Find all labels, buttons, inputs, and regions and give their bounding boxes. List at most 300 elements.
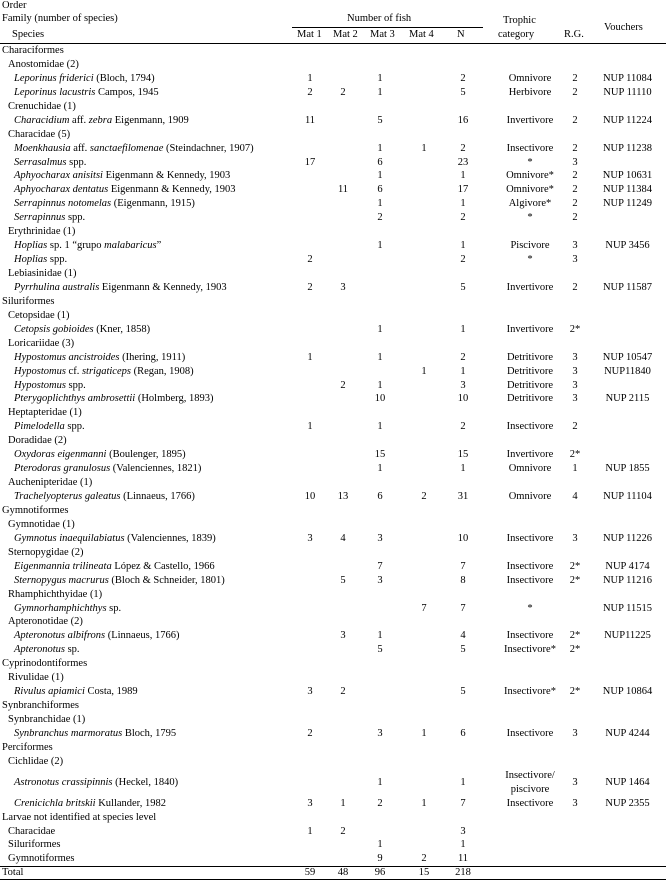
family-row xyxy=(0,406,666,420)
taxon-name xyxy=(0,225,75,239)
species-epithet: sanctaefilomenae xyxy=(89,142,164,154)
taxon-name xyxy=(0,406,82,420)
mat4-count: 2 xyxy=(421,853,427,865)
header-mat4: Mat 4 xyxy=(409,29,434,40)
mat3-count: 1 xyxy=(377,776,383,788)
taxon-label: Heptapteridae (1) xyxy=(8,407,82,419)
species-row xyxy=(0,351,666,365)
species-name: Sternopygus macrurus xyxy=(14,574,109,586)
mat3-count: 1 xyxy=(377,142,383,154)
mat3-count: 2 xyxy=(377,797,383,809)
taxon-label: Gymnotiformes xyxy=(8,853,75,865)
total-count: 1 xyxy=(460,839,466,851)
mat4-count: 1 xyxy=(421,727,427,739)
species-name: Pyrrhulina australis xyxy=(14,281,100,293)
trophic-label: Omnivore* xyxy=(506,170,554,182)
taxon-label: Perciformes xyxy=(2,741,53,753)
reproductive-guild: 2 xyxy=(572,212,578,224)
mat2-count: 2 xyxy=(340,686,346,698)
trophic-category xyxy=(488,602,572,616)
reproductive-guild: 3 xyxy=(572,727,578,739)
total-count: 3 xyxy=(460,825,466,837)
voucher-number: NUP 11226 xyxy=(602,532,653,544)
species-author: spp. xyxy=(65,212,86,224)
taxon-name xyxy=(0,253,67,267)
species-name: Serrapinnus xyxy=(14,212,66,224)
family-row xyxy=(0,838,666,852)
mat3-count: 3 xyxy=(377,727,383,739)
header-mat1: Mat 1 xyxy=(297,29,322,40)
trophic-label-2: piscivore xyxy=(510,783,550,795)
taxon-label: Erythrinidae (1) xyxy=(8,226,76,238)
total-count: 5 xyxy=(460,281,466,293)
trophic-label: Omnivore xyxy=(508,463,552,475)
mat3-count: 2 xyxy=(377,212,383,224)
taxon-label: Siluriformes xyxy=(2,295,55,307)
species-authority: (Regan, 1908) xyxy=(130,365,194,377)
trophic-label: Invertivore xyxy=(506,449,554,461)
total-count: 11 xyxy=(457,853,469,865)
mat3-count: 3 xyxy=(377,532,383,544)
taxon-name xyxy=(0,44,64,58)
reproductive-guild: 2 xyxy=(572,86,578,98)
family-row xyxy=(0,615,666,629)
voucher-number: NUP11840 xyxy=(604,365,651,377)
header-mat3: Mat 3 xyxy=(370,29,395,40)
mat2-count: 3 xyxy=(340,630,346,642)
total-count: 7 xyxy=(460,602,466,614)
species-row xyxy=(0,685,666,699)
taxon-label: Cichlidae (2) xyxy=(8,755,64,767)
total-count: 2 xyxy=(460,254,466,266)
reproductive-guild: 2 xyxy=(572,421,578,433)
mat2-count: 3 xyxy=(340,281,346,293)
mat4-count: 2 xyxy=(421,491,427,502)
voucher-number: NUP 4244 xyxy=(605,727,650,739)
trophic-label: Insectivore xyxy=(506,532,554,544)
species-row xyxy=(0,239,666,253)
total-count: 2 xyxy=(460,72,466,84)
taxon-name xyxy=(0,183,236,197)
mat2-count: 5 xyxy=(340,574,346,586)
reproductive-guild: 2* xyxy=(569,574,581,586)
family-row xyxy=(0,588,666,602)
species-author: (Eigenmann, 1915) xyxy=(111,198,195,210)
species-row xyxy=(0,727,666,741)
mat1-count: 3 xyxy=(307,797,313,809)
family-row xyxy=(0,225,666,239)
species-author: (Bloch & Schneider, 1801) xyxy=(108,574,225,586)
total-count: 2 xyxy=(460,142,466,154)
mat2-count: 11 xyxy=(337,184,349,196)
reproductive-guild: 3 xyxy=(572,776,578,788)
taxon-label: Lebiasinidae (1) xyxy=(8,268,77,279)
total-count: 1 xyxy=(460,365,466,377)
species-row xyxy=(0,574,666,588)
total-count: 5 xyxy=(460,686,466,698)
taxon-name xyxy=(0,420,85,434)
taxon-name xyxy=(0,671,64,685)
species-epithet: zebra xyxy=(88,114,113,126)
voucher-number: NUP 2355 xyxy=(605,797,650,809)
trophic-label: Herbivore xyxy=(508,86,552,98)
mat3-count: 1 xyxy=(377,351,383,363)
mat3-count: 1 xyxy=(377,72,383,84)
reproductive-guild: 3 xyxy=(572,379,578,391)
total-count: 1 xyxy=(460,170,466,182)
reproductive-guild: 3 xyxy=(572,797,578,809)
trophic-label: Insectivore xyxy=(506,727,554,739)
reproductive-guild: 2* xyxy=(569,686,581,698)
mat3-count: 1 xyxy=(377,323,383,335)
trophic-label: Insectivore* xyxy=(504,686,556,698)
mat1-count: 2 xyxy=(307,254,313,266)
species-author: Eigenmann & Kennedy, 1903 xyxy=(108,184,236,196)
voucher-number: NUP 11084 xyxy=(602,72,653,84)
species-name: Synbranchus marmoratus xyxy=(14,727,123,739)
voucher-number: NUP 11224 xyxy=(602,114,653,126)
taxon-name xyxy=(0,211,85,225)
voucher-number: NUP 10631 xyxy=(602,170,653,182)
trophic-label: Detritivore xyxy=(506,365,554,377)
species-author: Kullander, 1982 xyxy=(95,797,167,809)
species-authority: (Steindachner, 1907) xyxy=(163,142,254,154)
species-authority: Eigenmann, 1909 xyxy=(112,114,189,126)
taxon-label: Characidae xyxy=(8,825,56,837)
species-name: Pterodoras granulosus xyxy=(14,463,111,475)
species-name: Apteronotus xyxy=(14,644,65,656)
taxon-name xyxy=(0,602,121,616)
taxon-label: Doradidae (2) xyxy=(8,435,67,447)
species-row xyxy=(0,379,666,393)
total-count: 10 xyxy=(457,393,469,405)
table-body xyxy=(0,44,666,880)
species-name: Leporinus lacustris xyxy=(14,86,96,98)
total-count: 1 xyxy=(460,463,466,475)
mat3-count: 1 xyxy=(377,839,383,851)
taxon-label: Rivulidae (1) xyxy=(8,672,64,684)
mat3-count: 1 xyxy=(377,421,383,433)
voucher-number: NUP 1855 xyxy=(605,463,650,475)
species-author: spp. xyxy=(66,156,87,168)
taxon-name xyxy=(0,727,176,741)
species-name: Eigenmannia trilineata xyxy=(14,560,112,572)
species-row xyxy=(0,560,666,574)
reproductive-guild: 2* xyxy=(569,449,581,461)
family-row xyxy=(0,434,666,448)
trophic-label: Invertivore xyxy=(506,281,554,293)
header-rg: R.G. xyxy=(564,29,584,40)
species-author: sp. xyxy=(106,602,122,614)
taxon-name xyxy=(0,699,79,713)
species-author: sp. xyxy=(64,644,80,656)
species-row xyxy=(0,629,666,643)
family-row xyxy=(0,100,666,114)
species-row xyxy=(0,365,666,379)
mat3-count: 1 xyxy=(377,240,383,252)
mat3-count: 9 xyxy=(377,853,383,865)
taxon-label: Apteronotidae (2) xyxy=(8,616,83,628)
species-row xyxy=(0,86,666,100)
taxon-name xyxy=(0,476,92,490)
taxon-name xyxy=(0,365,194,379)
mat3-count: 10 xyxy=(374,393,386,405)
reproductive-guild: 1 xyxy=(572,463,578,475)
species-author: spp. xyxy=(64,421,85,433)
species-row xyxy=(0,114,666,128)
reproductive-guild: 3 xyxy=(572,393,578,405)
taxon-name xyxy=(0,309,70,323)
family-row xyxy=(0,546,666,560)
taxon-name xyxy=(0,434,67,448)
mat1-count: 17 xyxy=(304,156,316,168)
reproductive-guild: 2 xyxy=(572,72,578,84)
taxon-label: Auchenipteridae (1) xyxy=(8,477,93,489)
mat1-count: 1 xyxy=(307,72,313,84)
taxon-name xyxy=(0,657,87,671)
species-row xyxy=(0,142,666,156)
species-author: (Ihering, 1911) xyxy=(119,351,186,363)
taxon-name xyxy=(0,574,225,588)
taxon-label: Sternopygidae (2) xyxy=(8,546,84,558)
reproductive-guild: 3 xyxy=(572,351,578,363)
species-row xyxy=(0,169,666,183)
species-author: (Heckel, 1840) xyxy=(112,776,179,788)
species-name: Trachelyopterus galeatus xyxy=(14,491,121,502)
species-row xyxy=(0,602,666,616)
total-count: 2 xyxy=(460,351,466,363)
order-row xyxy=(0,741,666,755)
total-count: 15 xyxy=(457,449,469,461)
taxon-label: Anostomidae (2) xyxy=(8,58,79,70)
family-row xyxy=(0,58,666,72)
reproductive-guild: 3 xyxy=(572,254,578,266)
voucher-number: NUP 3456 xyxy=(605,240,650,252)
trophic-label: Omnivore xyxy=(508,491,552,502)
taxon-name xyxy=(0,769,178,797)
voucher-number: NUP 11104 xyxy=(603,491,652,502)
taxon-label: Cyprinodontiformes xyxy=(2,658,88,670)
total-count: 17 xyxy=(457,184,469,196)
taxon-label: Total xyxy=(2,867,24,879)
total-count: 23 xyxy=(457,156,469,168)
trophic-label: Detritivore xyxy=(506,379,554,391)
voucher-number: NUP 11587 xyxy=(602,281,653,293)
total-count: 5 xyxy=(460,644,466,656)
species-author: aff. xyxy=(70,142,90,154)
species-author: (Bloch, 1794) xyxy=(93,72,155,84)
mat3-count: 1 xyxy=(377,86,383,98)
family-row xyxy=(0,267,666,281)
mat1-count: 11 xyxy=(304,114,316,126)
taxon-name xyxy=(0,852,75,866)
trophic-label: Insectivore xyxy=(506,630,554,642)
taxon-name xyxy=(0,797,166,811)
mat3-count: 6 xyxy=(377,184,383,196)
species-author: sp. 1 “grupo xyxy=(47,240,105,252)
mat1-count: 59 xyxy=(304,867,316,879)
trophic-label: Omnivore* xyxy=(506,184,554,196)
taxon-name xyxy=(0,462,201,476)
voucher-number: NUP 10864 xyxy=(602,686,653,698)
total-count: 10 xyxy=(457,532,469,544)
mat2-count: 4 xyxy=(340,532,346,544)
species-name: Astronotus crassipinnis xyxy=(14,776,113,788)
voucher-number: NUP 11384 xyxy=(602,184,653,196)
species-name: Hypostomus xyxy=(14,379,66,391)
species-name: Gymnotus inaequilabiatus xyxy=(14,532,125,544)
mat3-count: 15 xyxy=(374,449,386,461)
taxon-name xyxy=(0,741,53,755)
species-row xyxy=(0,643,666,657)
species-row xyxy=(0,281,666,295)
order-row xyxy=(0,866,666,880)
total-count: 1 xyxy=(460,198,466,210)
order-row xyxy=(0,295,666,309)
trophic-label: Insectivore* xyxy=(504,644,556,656)
taxon-name xyxy=(0,615,83,629)
species-name: Leporinus friderici xyxy=(14,72,94,84)
mat3-count: 1 xyxy=(377,379,383,391)
species-row xyxy=(0,72,666,86)
species-author: Campos, 1945 xyxy=(95,86,159,98)
species-epithet: malabaricus xyxy=(104,240,157,252)
reproductive-guild: 2 xyxy=(572,142,578,154)
trophic-label: Detritivore xyxy=(506,393,554,405)
trophic-label: Insectivore xyxy=(506,560,554,572)
species-author: (Boulenger, 1895) xyxy=(106,449,186,461)
voucher-number: NUP 11238 xyxy=(602,142,653,154)
order-row xyxy=(0,811,666,825)
total-count: 31 xyxy=(457,491,469,502)
mat1-count: 1 xyxy=(307,825,313,837)
reproductive-guild: 2 xyxy=(572,198,578,210)
trophic-label: Omnivore xyxy=(508,72,552,84)
total-count: 7 xyxy=(460,560,466,572)
trophic-label: Piscivore xyxy=(510,240,550,252)
taxon-label: Crenuchidae (1) xyxy=(8,100,76,112)
mat3-count: 1 xyxy=(377,630,383,642)
total-count: 1 xyxy=(460,240,466,252)
mat2-count: 48 xyxy=(337,867,349,879)
reproductive-guild: 2 xyxy=(572,184,578,196)
total-count: 3 xyxy=(460,379,466,391)
taxon-name xyxy=(0,838,61,852)
family-row xyxy=(0,128,666,142)
voucher-number: NUP 11515 xyxy=(602,602,653,614)
taxon-name xyxy=(0,392,213,406)
header-n: N xyxy=(457,29,465,40)
mat1-count: 2 xyxy=(307,86,313,98)
species-name: Hoplias xyxy=(14,254,48,266)
species-name: Aphyocharax dentatus xyxy=(14,184,109,196)
mat1-count: 3 xyxy=(307,532,313,544)
voucher-number: NUP 11249 xyxy=(602,198,653,210)
family-row xyxy=(0,337,666,351)
mat2-count: 2 xyxy=(340,825,346,837)
family-row xyxy=(0,852,666,866)
taxon-label: Cetopsidae (1) xyxy=(8,309,70,321)
taxon-label: Larvae not identified at species level xyxy=(2,811,157,823)
family-row xyxy=(0,713,666,727)
family-row xyxy=(0,518,666,532)
total-count: 4 xyxy=(460,630,466,642)
species-row xyxy=(0,797,666,811)
reproductive-guild: 3 xyxy=(572,365,578,377)
trophic-label: Algivore* xyxy=(508,198,552,210)
total-count: 7 xyxy=(460,797,466,809)
total-count: 1 xyxy=(460,323,466,335)
mat2-count: 2 xyxy=(340,86,346,98)
species-name: Pimelodella xyxy=(14,421,65,433)
species-name: Hoplias xyxy=(14,240,48,252)
trophic-label: Insectivore xyxy=(506,574,554,586)
species-row xyxy=(0,392,666,406)
mat1-count: 10 xyxy=(304,491,316,502)
species-row xyxy=(0,769,666,797)
header-family: Family (number of species) xyxy=(2,13,118,24)
taxon-name xyxy=(0,713,85,727)
taxon-name xyxy=(0,546,84,560)
trophic-label: * xyxy=(527,212,533,224)
taxon-name xyxy=(0,825,55,839)
family-row xyxy=(0,671,666,685)
mat3-count: 7 xyxy=(377,560,383,572)
taxon-name xyxy=(0,518,75,532)
header-mat2: Mat 2 xyxy=(333,29,358,40)
header-number-of-fish: Number of fish xyxy=(347,13,412,24)
species-name: Apteronotus albifrons xyxy=(14,630,106,642)
voucher-number: NUP11225 xyxy=(604,630,651,642)
voucher-number: NUP 4174 xyxy=(605,560,650,572)
header-species: Species xyxy=(12,29,45,40)
mat3-count: 5 xyxy=(377,644,383,656)
reproductive-guild: 3 xyxy=(572,240,578,252)
taxon-name xyxy=(0,281,227,295)
reproductive-guild: 2 xyxy=(572,170,578,182)
taxon-label: Synbranchidae (1) xyxy=(8,714,86,725)
reproductive-guild: 2* xyxy=(569,323,581,335)
species-name: Moenkhausia xyxy=(14,142,71,154)
species-author: (Valenciennes, 1821) xyxy=(110,463,202,475)
species-author: López & Castello, 1966 xyxy=(111,560,215,572)
trophic-label: Insectivore xyxy=(506,797,554,809)
species-row xyxy=(0,420,666,434)
voucher-number: NUP 1464 xyxy=(605,776,650,788)
trophic-label: Insectivore xyxy=(506,142,554,154)
mat3-count: 1 xyxy=(377,198,383,210)
total-count: 5 xyxy=(460,86,466,98)
taxon-label: Characidae (5) xyxy=(8,128,71,140)
taxon-name xyxy=(0,685,138,699)
mat3-count: 6 xyxy=(377,491,383,502)
taxon-name xyxy=(0,239,161,253)
taxon-name xyxy=(0,867,23,879)
species-row xyxy=(0,253,666,267)
voucher-number: NUP 10547 xyxy=(602,351,653,363)
reproductive-guild: 2 xyxy=(572,114,578,126)
species-author: (Kner, 1858) xyxy=(93,323,151,335)
species-author: (Linnaeus, 1766) xyxy=(120,491,195,502)
taxon-name xyxy=(0,323,150,337)
species-author: (Valenciennes, 1839) xyxy=(124,532,216,544)
mat2-count: 1 xyxy=(340,797,346,809)
mat4-count: 15 xyxy=(418,867,430,879)
taxon-name xyxy=(0,72,155,86)
species-row xyxy=(0,532,666,546)
taxon-name xyxy=(0,629,179,643)
mat3-count: 1 xyxy=(377,170,383,182)
